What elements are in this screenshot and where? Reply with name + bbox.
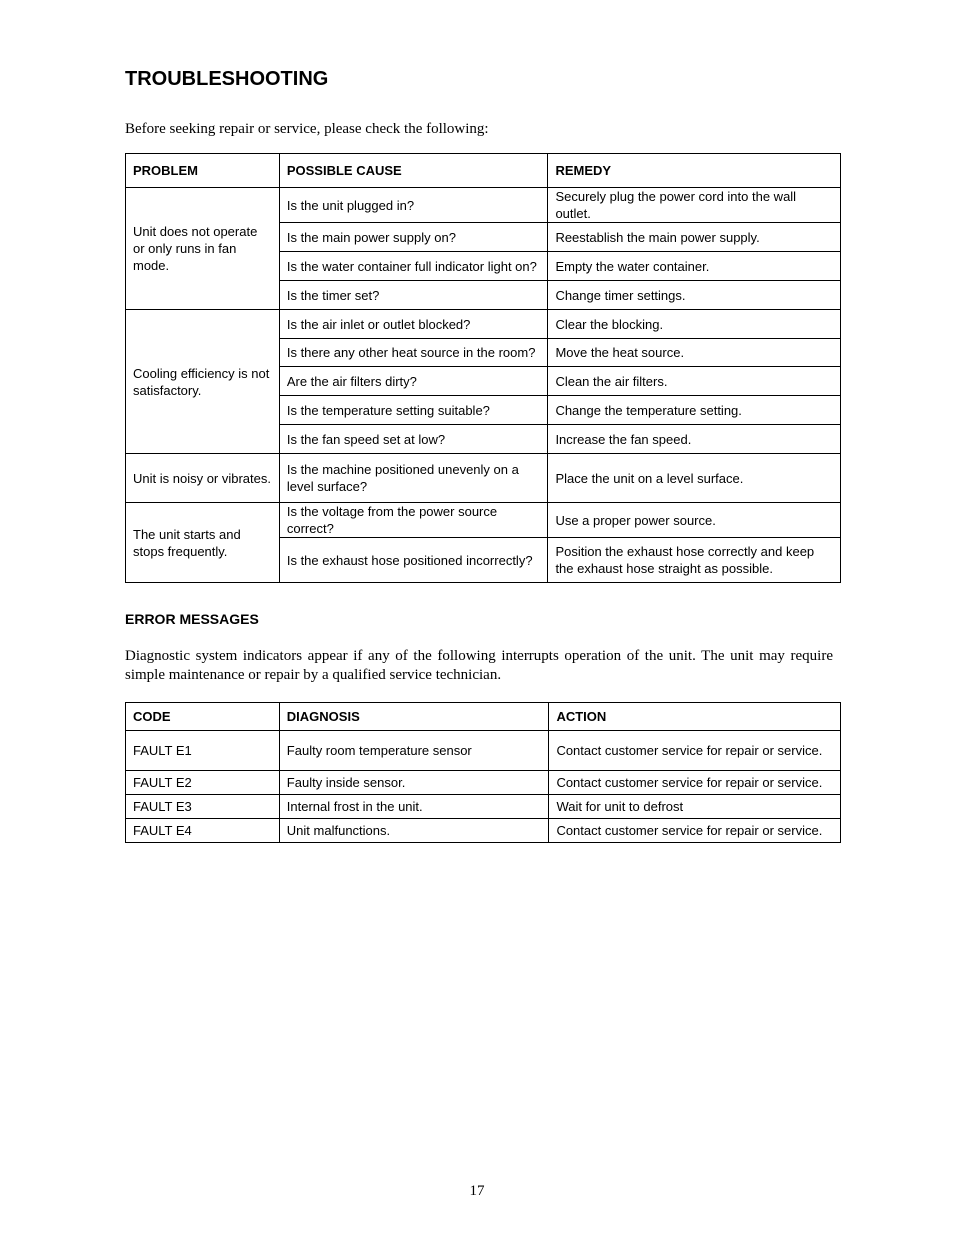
cause-cell: Is the water container full indicator light on?	[279, 252, 548, 281]
header-code: CODE	[126, 703, 280, 731]
cause-cell: Is the fan speed set at low?	[279, 425, 548, 454]
cause-cell: Is the exhaust hose positioned incorrectly?	[279, 538, 548, 583]
table-header-row	[126, 154, 841, 188]
cause-cell: Is the air inlet or outlet blocked?	[279, 310, 548, 339]
cause-cell: Is the voltage from the power source correct?	[279, 503, 548, 538]
table-row	[126, 503, 841, 538]
page-title: TROUBLESHOOTING	[125, 68, 329, 90]
problem-cell: Unit does not operate or only runs in fan mode.	[126, 188, 280, 310]
problem-cell: Cooling efficiency is not satisfactory.	[126, 310, 280, 454]
cause-cell: Is the temperature setting suitable?	[279, 396, 548, 425]
troubleshooting-table	[125, 153, 841, 583]
table-row	[126, 454, 841, 503]
cause-cell: Is the main power supply on?	[279, 223, 548, 252]
header-remedy: REMEDY	[548, 154, 841, 188]
diagnosis-cell: Faulty room temperature sensor	[279, 731, 549, 771]
remedy-cell: Change timer settings.	[548, 281, 841, 310]
diagnosis-cell: Internal frost in the unit.	[279, 795, 549, 819]
header-problem: PROBLEM	[126, 154, 280, 188]
table-header-row	[126, 703, 841, 731]
table-row	[126, 310, 841, 339]
code-cell: FAULT E4	[126, 819, 280, 843]
error-messages-text: Diagnostic system indicators appear if any of the following interrupts operation of the unit. The unit may require simple maintenance or repair by a qualified service technician.	[125, 648, 833, 683]
cause-cell: Are the air filters dirty?	[279, 367, 548, 396]
code-cell: FAULT E3	[126, 795, 280, 819]
remedy-cell: Position the exhaust hose correctly and keep the exhaust hose straight as possible.	[548, 538, 841, 583]
intro-text: Before seeking repair or service, please check the following:	[125, 121, 489, 137]
remedy-cell: Clear the blocking.	[548, 310, 841, 339]
diagnosis-cell: Unit malfunctions.	[279, 819, 549, 843]
cause-cell: Is the timer set?	[279, 281, 548, 310]
header-action: ACTION	[549, 703, 841, 731]
action-cell: Contact customer service for repair or service.	[549, 819, 841, 843]
cause-cell: Is the machine positioned unevenly on a level surface?	[279, 454, 548, 503]
remedy-cell: Move the heat source.	[548, 339, 841, 367]
problem-cell: The unit starts and stops frequently.	[126, 503, 280, 583]
table-row	[126, 795, 841, 819]
remedy-cell: Securely plug the power cord into the wall outlet.	[548, 188, 841, 223]
remedy-cell: Use a proper power source.	[548, 503, 841, 538]
action-cell: Contact customer service for repair or service.	[549, 771, 841, 795]
remedy-cell: Clean the air filters.	[548, 367, 841, 396]
table-row	[126, 731, 841, 771]
page-number: 17	[469, 1183, 485, 1199]
diagnosis-cell: Faulty inside sensor.	[279, 771, 549, 795]
remedy-cell: Change the temperature setting.	[548, 396, 841, 425]
error-codes-table	[125, 702, 841, 843]
remedy-cell: Place the unit on a level surface.	[548, 454, 841, 503]
header-possible-cause: POSSIBLE CAUSE	[279, 154, 548, 188]
remedy-cell: Reestablish the main power supply.	[548, 223, 841, 252]
header-diagnosis: DIAGNOSIS	[279, 703, 549, 731]
table-row	[126, 771, 841, 795]
error-messages-heading: ERROR MESSAGES	[125, 611, 259, 627]
remedy-cell: Empty the water container.	[548, 252, 841, 281]
code-cell: FAULT E2	[126, 771, 280, 795]
cause-cell: Is there any other heat source in the room?	[279, 339, 548, 367]
cause-cell: Is the unit plugged in?	[279, 188, 548, 223]
problem-cell: Unit is noisy or vibrates.	[126, 454, 280, 503]
code-cell: FAULT E1	[126, 731, 280, 771]
action-cell: Contact customer service for repair or service.	[549, 731, 841, 771]
remedy-cell: Increase the fan speed.	[548, 425, 841, 454]
table-row	[126, 188, 841, 223]
table-row	[126, 819, 841, 843]
action-cell: Wait for unit to defrost	[549, 795, 841, 819]
